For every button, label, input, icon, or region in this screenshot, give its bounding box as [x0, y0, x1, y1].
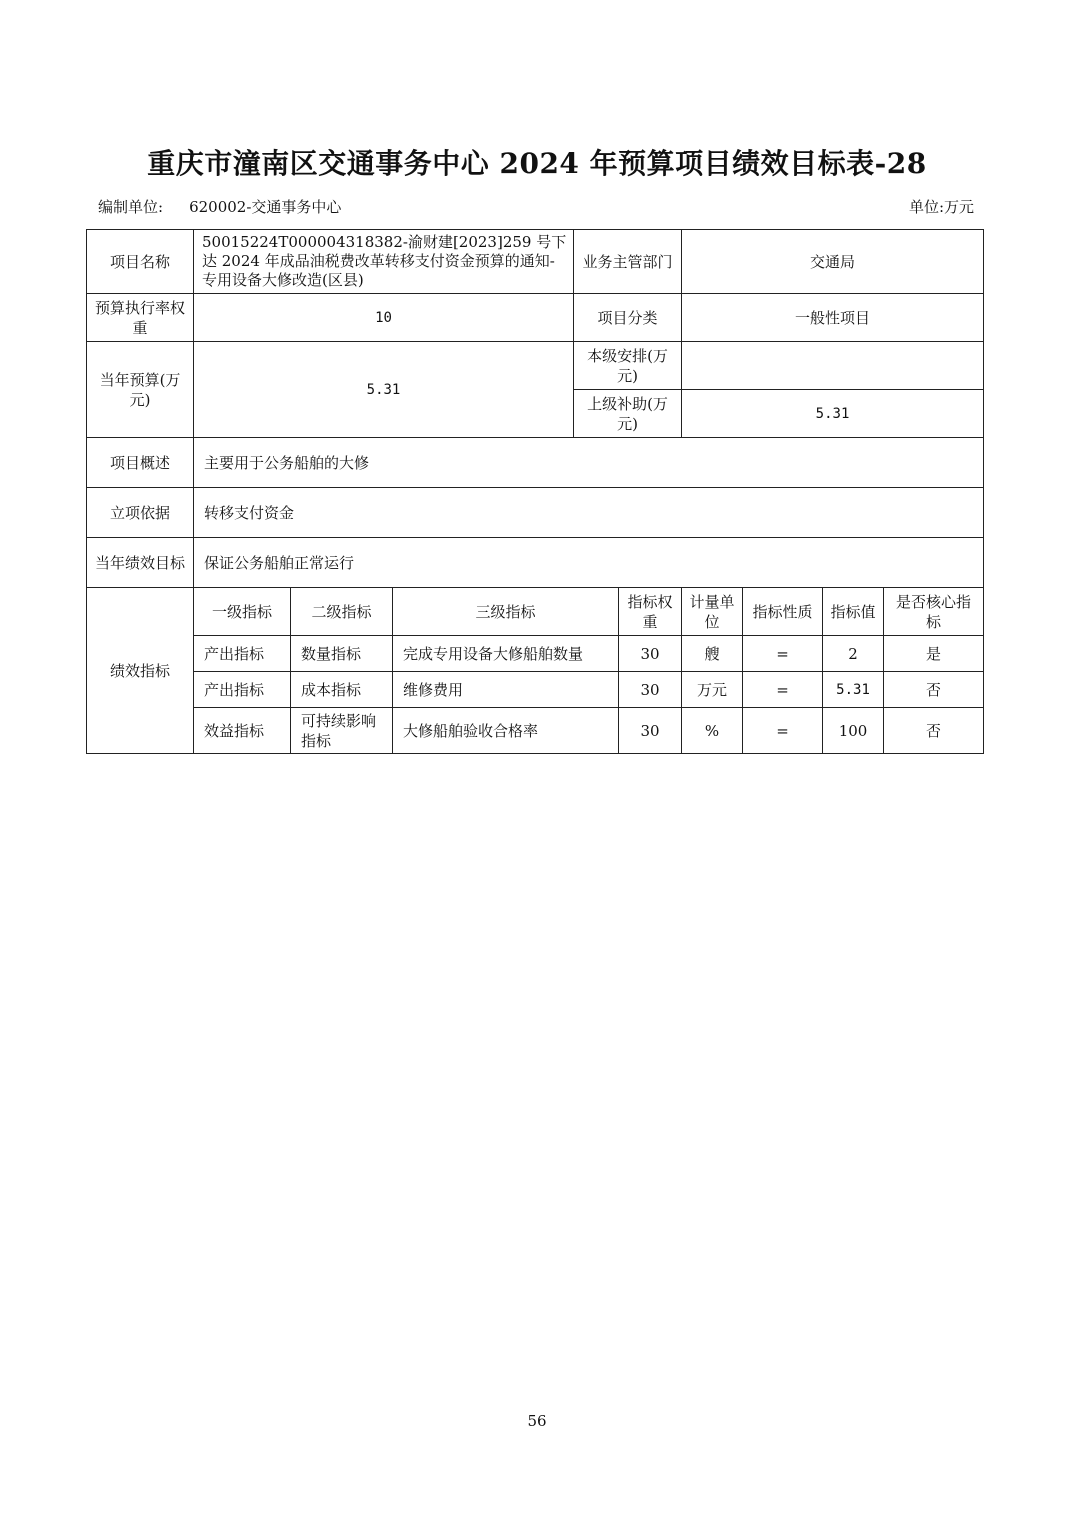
page-number: 56 — [527, 1412, 547, 1430]
indicator-level1: 产出指标 — [194, 636, 291, 672]
indicator-header-row — [87, 588, 984, 636]
goal-row — [87, 538, 984, 588]
budget-label: 当年预算(万元) — [87, 342, 194, 438]
basis-label: 立项依据 — [87, 488, 194, 538]
indicator-value: 2 — [823, 636, 884, 672]
header-level2: 二级指标 — [291, 588, 393, 636]
weight-value: 10 — [194, 294, 574, 342]
dept-label: 业务主管部门 — [574, 230, 682, 294]
table-row — [87, 636, 984, 672]
indicator-core: 否 — [884, 708, 984, 754]
category-label: 项目分类 — [574, 294, 682, 342]
header-nature: 指标性质 — [743, 588, 823, 636]
project-name-label: 项目名称 — [87, 230, 194, 294]
local-funding-label: 本级安排(万元) — [574, 342, 682, 390]
indicator-level3: 大修船舶验收合格率 — [393, 708, 619, 754]
dept-value: 交通局 — [682, 230, 984, 294]
overview-label: 项目概述 — [87, 438, 194, 488]
compiling-unit-value: 620002-交通事务中心 — [189, 198, 342, 216]
budget-row — [87, 342, 984, 390]
category-value: 一般性项目 — [682, 294, 984, 342]
local-funding-value — [682, 342, 984, 390]
indicator-core: 否 — [884, 672, 984, 708]
indicator-nature: = — [743, 672, 823, 708]
indicator-value: 5.31 — [823, 672, 884, 708]
indicator-level3: 维修费用 — [393, 672, 619, 708]
compiling-unit — [98, 196, 341, 217]
weight-row — [87, 294, 984, 342]
indicator-unit: % — [682, 708, 743, 754]
indicator-level2: 成本指标 — [291, 672, 393, 708]
indicator-nature: = — [743, 636, 823, 672]
project-name-row — [87, 230, 984, 294]
indicator-weight: 30 — [619, 672, 682, 708]
currency-unit: 单位:万元 — [908, 198, 974, 216]
goal-value: 保证公务船舶正常运行 — [194, 538, 984, 588]
indicator-value: 100 — [823, 708, 884, 754]
basis-row — [87, 488, 984, 538]
performance-table — [86, 229, 984, 754]
header-weight: 指标权重 — [619, 588, 682, 636]
indicator-level2: 数量指标 — [291, 636, 393, 672]
upper-funding-label: 上级补助(万元) — [574, 390, 682, 438]
header-level3: 三级指标 — [393, 588, 619, 636]
budget-value: 5.31 — [194, 342, 574, 438]
indicator-weight: 30 — [619, 636, 682, 672]
project-name-value: 50015224T000004318382-渝财建[2023]259 号下达 2024 年成品油税费改革转移支付资金预算的通知-专用设备大修改造(区县) — [194, 230, 574, 294]
indicator-level1: 产出指标 — [194, 672, 291, 708]
compiling-unit-label: 编制单位: — [98, 198, 164, 216]
indicator-core: 是 — [884, 636, 984, 672]
header-value: 指标值 — [823, 588, 884, 636]
indicator-level2: 可持续影响指标 — [291, 708, 393, 754]
upper-funding-value: 5.31 — [682, 390, 984, 438]
basis-value: 转移支付资金 — [194, 488, 984, 538]
weight-label: 预算执行率权重 — [87, 294, 194, 342]
indicator-unit: 万元 — [682, 672, 743, 708]
indicator-unit: 艘 — [682, 636, 743, 672]
header-level1: 一级指标 — [194, 588, 291, 636]
indicator-level3: 完成专用设备大修船舶数量 — [393, 636, 619, 672]
indicator-weight: 30 — [619, 708, 682, 754]
overview-row — [87, 438, 984, 488]
table-row — [87, 708, 984, 754]
indicator-nature: = — [743, 708, 823, 754]
header-unit: 计量单位 — [682, 588, 743, 636]
goal-label: 当年绩效目标 — [87, 538, 194, 588]
perf-label: 绩效指标 — [87, 588, 194, 754]
table-row — [87, 672, 984, 708]
page-title: 重庆市潼南区交通事务中心 2024 年预算项目绩效目标表-28 — [147, 147, 927, 180]
indicator-level1: 效益指标 — [194, 708, 291, 754]
overview-value: 主要用于公务船舶的大修 — [194, 438, 984, 488]
header-core: 是否核心指标 — [884, 588, 984, 636]
